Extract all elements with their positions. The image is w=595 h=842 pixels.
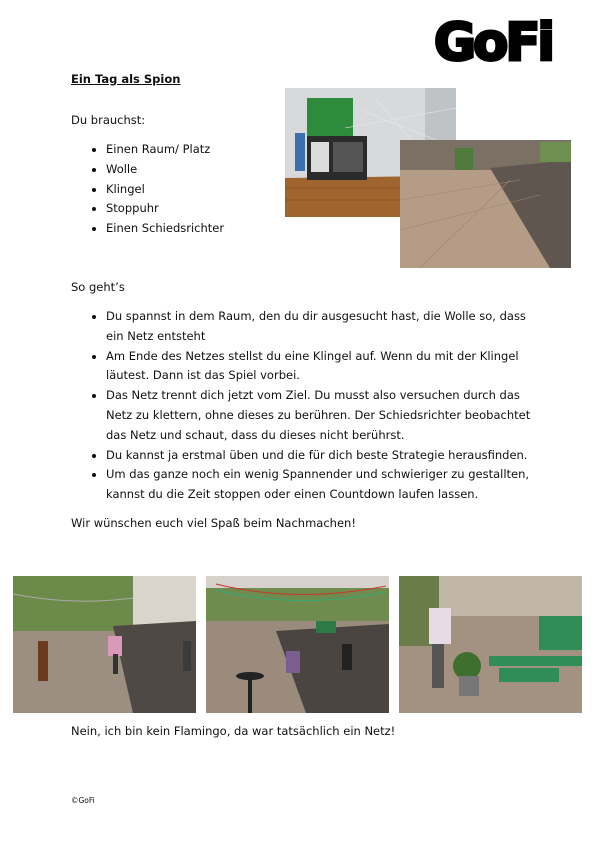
game-photo-3 (399, 576, 582, 713)
list-item: • Das Netz trennt dich jetzt vom Ziel. Du musst also versuchen durch das Netz zu klettern, ohne dieses zu berühren. Der Schiedsrichter beobachtet das Netz und schaut, dass du dieses nicht berührst. (106, 386, 536, 445)
game-photo-1 (13, 576, 196, 713)
photo-caption: Nein, ich bin kein Flamingo, da war tatsächlich ein Netz! (71, 724, 396, 738)
game-photo-2 (206, 576, 389, 713)
list-item: • Um das ganze noch ein wenig Spannender und schwieriger zu gestallten, kannst du die Zeit stoppen oder einen Countdown laufen lassen. (106, 465, 536, 505)
steps-list (88, 307, 536, 505)
copyright: ©GoFi (71, 796, 95, 805)
needs-list (88, 140, 224, 239)
howto-heading: So geht’s (71, 280, 125, 294)
list-item: • Einen Raum/ Platz (106, 140, 224, 160)
gofi-logo (432, 10, 556, 68)
list-item: • Einen Schiedsrichter (106, 219, 224, 239)
svg-text:GoFi: GoFi (434, 13, 552, 68)
list-item: • Wolle (106, 160, 224, 180)
list-item: • Du spannst in dem Raum, den du dir ausgesucht hast, die Wolle so, dass ein Netz entsteht (106, 307, 536, 347)
list-item: • Am Ende des Netzes stellst du eine Klingel auf. Wenn du mit der Klingel läutest. Dann ist das Spiel vorbei. (106, 347, 536, 387)
page-title: Ein Tag als Spion (71, 72, 181, 86)
needs-heading: Du brauchst: (71, 113, 146, 127)
list-item: • Stoppuhr (106, 199, 224, 219)
closing-text: Wir wünschen euch viel Spaß beim Nachmachen! (71, 516, 356, 530)
courtyard-photo (400, 140, 571, 268)
list-item: • Du kannst ja erstmal üben und die für dich beste Strategie herausfinden. (106, 446, 536, 466)
list-item: • Klingel (106, 180, 224, 200)
